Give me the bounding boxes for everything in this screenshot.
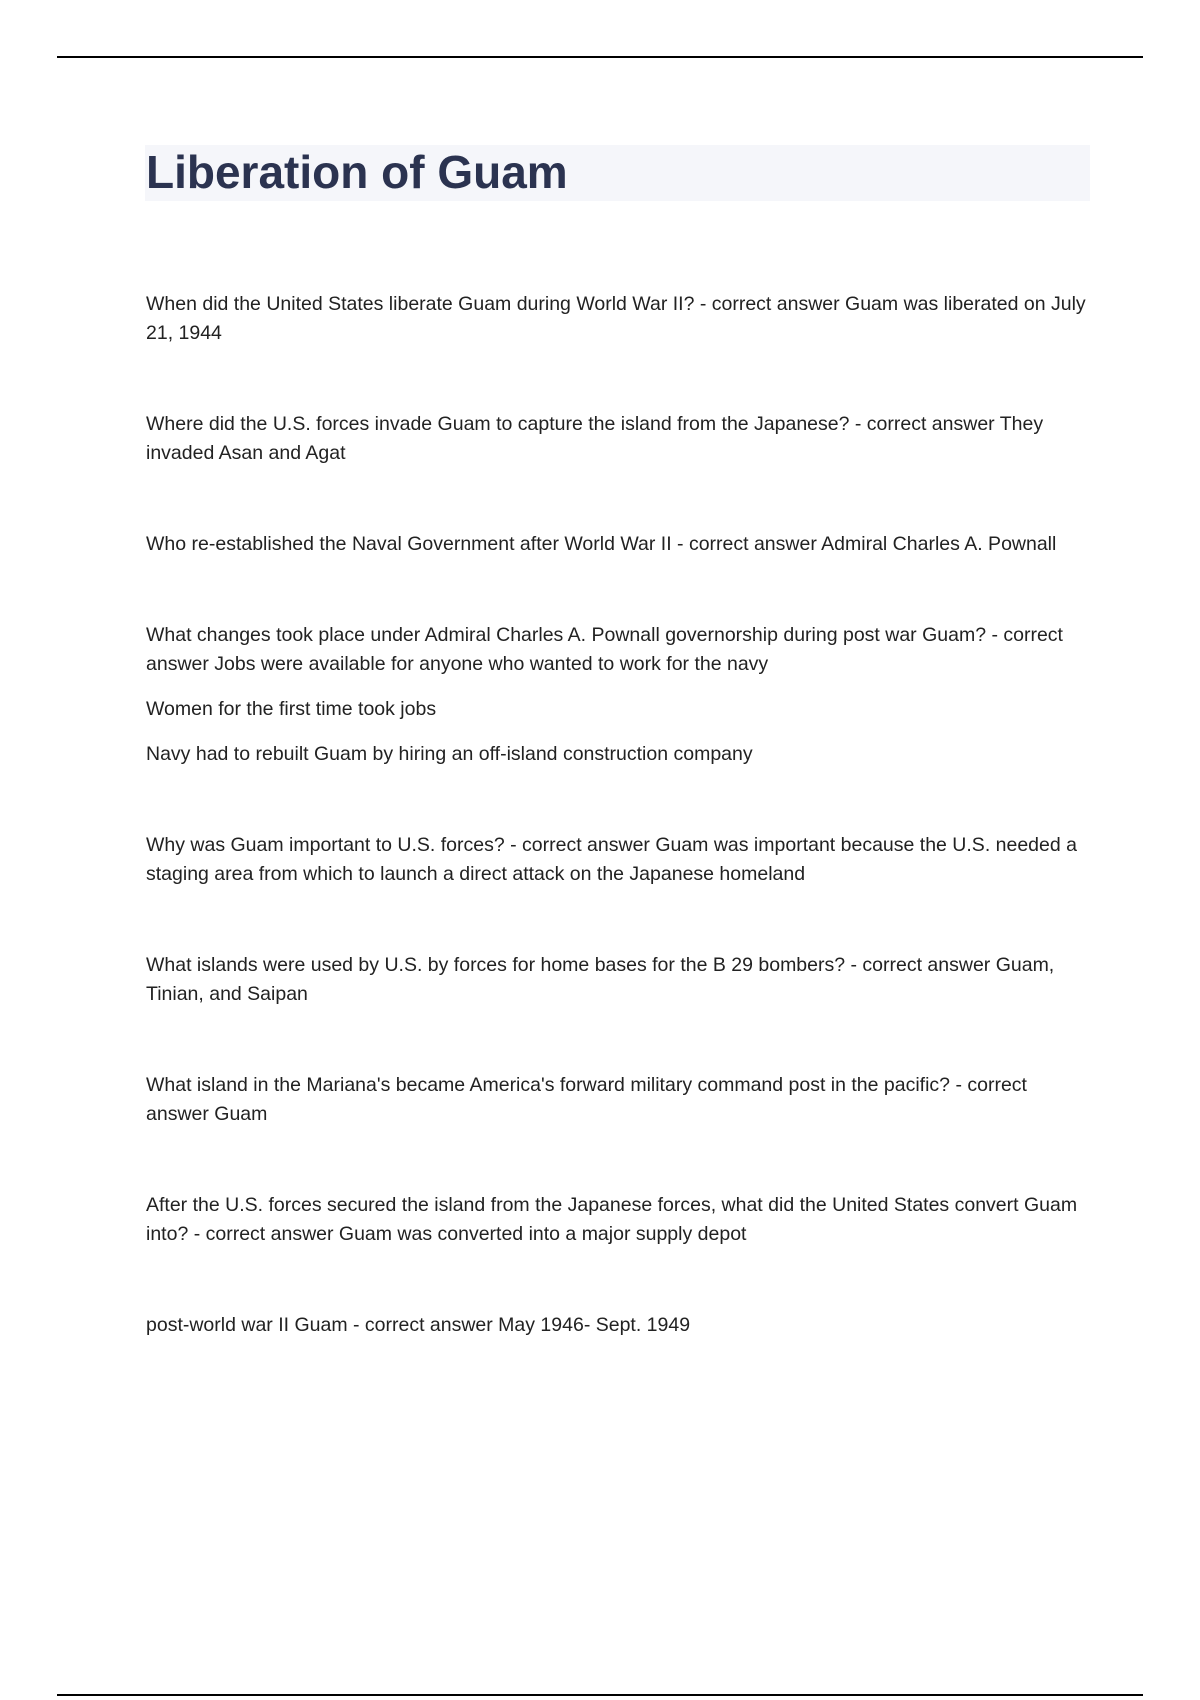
qa-paragraph: Women for the first time took jobs <box>146 698 437 720</box>
qa-entry <box>146 951 1094 1009</box>
qa-paragraph: Who re-established the Naval Government after World War II - correct answer Admiral Charles A. Pownall <box>146 533 1057 555</box>
qa-paragraph: After the U.S. forces secured the island from the Japanese forces, what did the United States convert Guam into? - correct answer Guam was converted into a major supply depot <box>146 1194 1078 1245</box>
qa-paragraph: Why was Guam important to U.S. forces? - correct answer Guam was important because the U.S. needed a staging area from which to launch a direct attack on the Japanese homeland <box>146 834 1077 885</box>
qa-paragraph: What island in the Mariana's became America's forward military command post in the pacific? - correct answer Guam <box>146 1074 1027 1125</box>
qa-paragraph: What islands were used by U.S. by forces for home bases for the B 29 bombers? - correct answer Guam, Tinian, and Saipan <box>146 954 1055 1005</box>
qa-paragraph: What changes took place under Admiral Charles A. Pownall governorship during post war Guam? - correct answer Jobs were available for anyone who wanted to work for the navy <box>146 624 1063 675</box>
qa-entry <box>146 410 1094 468</box>
qa-entry <box>146 530 1094 559</box>
qa-paragraph: Where did the U.S. forces invade Guam to capture the island from the Japanese? - correct answer They invaded Asan and Agat <box>146 413 1044 464</box>
qa-entry <box>146 290 1094 348</box>
top-rule <box>57 56 1143 58</box>
qa-paragraph: When did the United States liberate Guam during World War II? - correct answer Guam was liberated on July 21, 1944 <box>146 293 1086 344</box>
qa-list <box>146 290 1094 1402</box>
qa-entry <box>146 831 1094 889</box>
qa-entry <box>146 1311 1094 1340</box>
qa-entry <box>146 1071 1094 1129</box>
bottom-rule <box>57 1694 1143 1696</box>
qa-entry <box>146 621 1094 769</box>
document-title: Liberation of Guam <box>146 146 568 198</box>
qa-paragraph: post-world war II Guam - correct answer May 1946- Sept. 1949 <box>146 1314 691 1336</box>
qa-paragraph: Navy had to rebuilt Guam by hiring an off-island construction company <box>146 743 753 765</box>
qa-entry <box>146 1191 1094 1249</box>
